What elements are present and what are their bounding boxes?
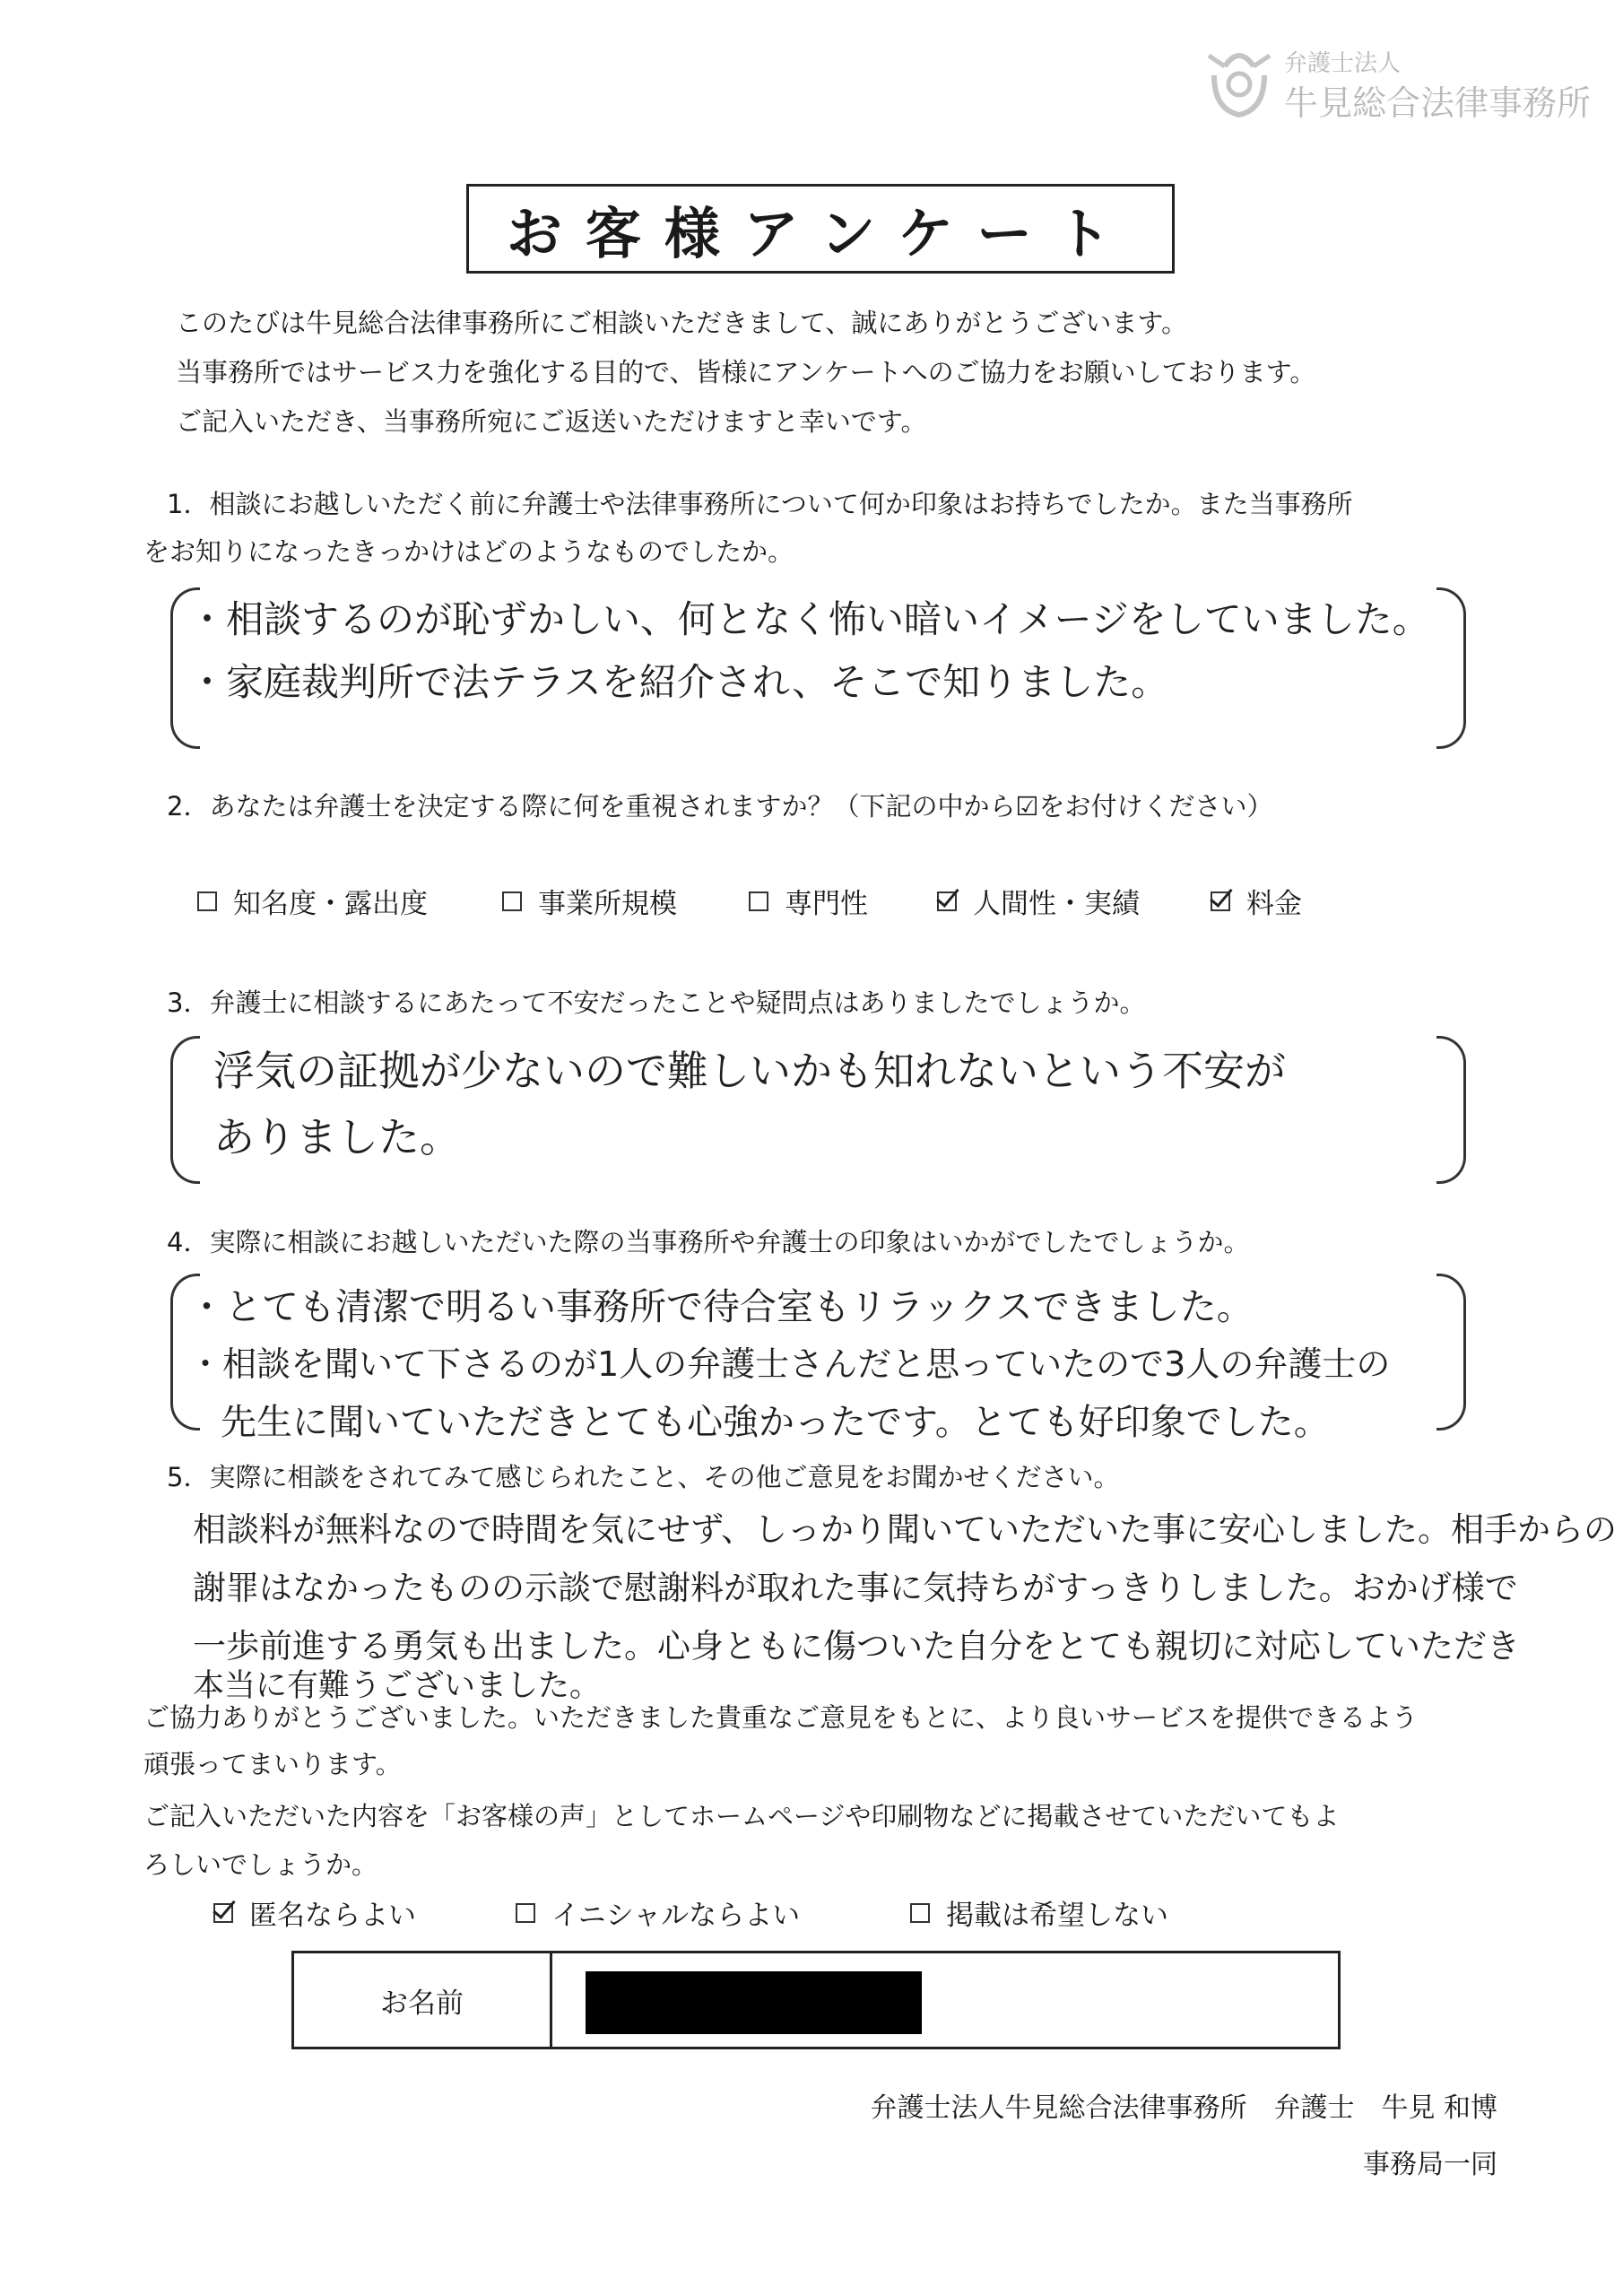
intro-line-2: 当事務所ではサービス力を強化する目的で、皆様にアンケートへのご協力をお願いしております。 — [176, 357, 1316, 387]
publish-decline-label: 掲載は希望しない — [946, 1900, 1168, 1932]
option-expertise-label: 専門性 — [785, 888, 868, 920]
publish-anonymous-checkbox[interactable] — [213, 1903, 233, 1923]
answer-1-line-2: ・家庭裁判所で法テラスを紹介され、そこで知りました。 — [188, 660, 1169, 704]
option-office-size-checkbox[interactable] — [502, 891, 522, 911]
publish-decline-checkbox[interactable] — [910, 1903, 930, 1923]
answer-1-line-1: ・相談するのが恥ずかしい、何となく怖い暗いイメージをしていました。 — [188, 597, 1430, 641]
firm-logo-mark-icon — [1202, 39, 1277, 120]
closing-line-4: ろしいでしょうか。 — [143, 1849, 378, 1880]
answer-4-line-2: ・相談を聞いて下さるのが1人の弁護士さんだと思っていたので3人の弁護士の — [188, 1344, 1391, 1384]
publish-initials[interactable] — [516, 1892, 800, 1933]
option-personality-label: 人間性・実績 — [973, 888, 1140, 920]
publish-initials-checkbox[interactable] — [516, 1903, 535, 1923]
option-expertise[interactable] — [749, 881, 868, 921]
option-fee-checkbox[interactable] — [1211, 891, 1230, 911]
intro-line-1: このたびは牛見総合法律事務所にご相談いただきまして、誠にありがとうございます。 — [176, 308, 1188, 338]
option-fee-label: 料金 — [1246, 888, 1302, 920]
option-fee[interactable] — [1211, 881, 1302, 921]
question-1-line-1: 1．相談にお越しいただく前に弁護士や法律事務所について何か印象はお持ちでしたか。また当事務所 — [167, 489, 1353, 519]
question-4: 4．実際に相談にお越しいただいた際の当事務所や弁護士の印象はいかがでしたでしょうか。 — [167, 1227, 1250, 1257]
option-personality-checkbox[interactable] — [937, 891, 957, 911]
answer-5-line-3: 一歩前進する勇気も出ました。心身ともに傷ついた自分をとても親切に対応していただき — [193, 1627, 1520, 1665]
question-5: 5．実際に相談をされてみて感じられたこと、その他ご意見をお聞かせください。 — [167, 1462, 1120, 1492]
closing-line-3: ご記入いただいた内容を「お客様の声」としてホームページや印刷物などに掲載させていただいてもよ — [143, 1801, 1340, 1831]
publish-anonymous-label: 匿名ならよい — [249, 1900, 416, 1932]
firm-logo — [1202, 39, 1592, 129]
option-visibility[interactable] — [197, 881, 428, 921]
closing-line-1: ご協力ありがとうございました。いただきました貴重なご意見をもとに、より良いサービスを提供できるよう — [143, 1702, 1419, 1733]
question-2: 2．あなたは弁護士を決定する際に何を重視されますか？（下記の中から☑をお付けください） — [167, 791, 1273, 822]
publish-anonymous[interactable] — [213, 1892, 416, 1933]
answer-5-line-1: 相談料が無料なので時間を気にせず、しっかり聞いていただいた事に安心しました。相手からの — [193, 1510, 1618, 1549]
answer-4-line-3: 先生に聞いていただきとても心強かったです。とても好印象でした。 — [221, 1402, 1330, 1443]
option-office-size[interactable] — [502, 881, 677, 921]
option-personality[interactable] — [937, 881, 1140, 921]
publish-initials-label: イニシャルならよい — [551, 1900, 801, 1932]
logo-corp-type: 弁護士法人 — [1284, 50, 1402, 77]
answer-4-line-1: ・とても清潔で明るい事務所で待合室もリラックスできました。 — [188, 1285, 1254, 1328]
question-3: 3．弁護士に相談するにあたって不安だったことや疑問点はありましたでしょうか。 — [167, 987, 1146, 1018]
option-visibility-checkbox[interactable] — [197, 891, 217, 911]
question-1-line-2: をお知りになったきっかけはどのようなものでしたか。 — [143, 536, 794, 567]
name-table — [291, 1951, 1341, 2049]
option-visibility-label: 知名度・露出度 — [233, 888, 428, 920]
option-expertise-checkbox[interactable] — [749, 891, 768, 911]
footer-firm-lawyer: 弁護士法人牛見総合法律事務所 弁護士 牛見 和博 — [870, 2092, 1497, 2124]
name-label: お名前 — [294, 1953, 552, 2047]
survey-title: お客様アンケート — [506, 200, 1135, 266]
answer-3-line-1: 浮気の証拠が少ないので難しいかも知れないという不安が — [213, 1047, 1286, 1095]
footer-staff: 事務局一同 — [1363, 2149, 1497, 2180]
answer-3-line-2: ありました。 — [213, 1113, 461, 1161]
survey-title-box — [466, 184, 1175, 274]
publish-decline[interactable] — [910, 1892, 1168, 1933]
answer-5-line-4: 本当に有難うございました。 — [193, 1668, 602, 1704]
logo-firm-name: 牛見総合法律事務所 — [1284, 83, 1592, 123]
option-office-size-label: 事業所規模 — [538, 888, 677, 920]
name-redaction-block — [586, 1971, 922, 2034]
intro-line-3: ご記入いただき、当事務所宛にご返送いただけますと幸いです。 — [176, 406, 927, 437]
closing-line-2: 頑張ってまいります。 — [143, 1749, 402, 1779]
answer-5-line-2: 謝罪はなかったものの示談で慰謝料が取れた事に気持ちがすっきりしました。おかげ様で — [193, 1569, 1518, 1607]
